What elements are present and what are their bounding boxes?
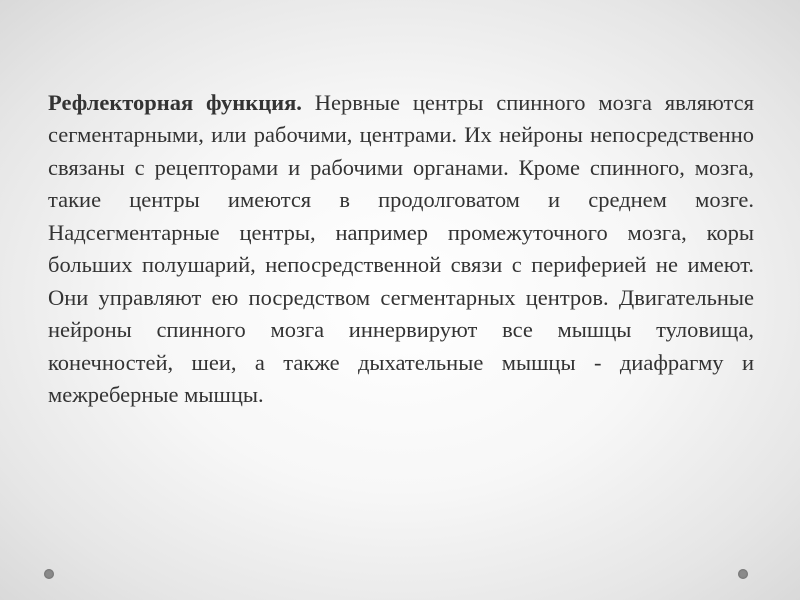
decorative-dot-left (44, 569, 54, 579)
paragraph-text (48, 87, 754, 412)
paragraph-body: Нервные центры спинного мозга являются сегментарными, или рабочими, центрами. Их нейроны непосредственно связаны с рецепторами и рабочими органами. Кроме спинного, мозга, такие центры имеются в продолговатом и среднем мозге. Надсегментарные центры, например промежуточного мозга, коры больших полушарий, непосредственной связи с периферией не имеют. Они управляют ею посредством сегментарных центров. Двигательные нейроны спинного мозга иннервируют все мышцы туловища, конечностей, шеи, а также дыхательные мышцы - диафрагму и межреберные мышцы. (48, 89, 754, 407)
paragraph-lead: Рефлекторная функция. (48, 89, 302, 115)
decorative-dot-right (738, 569, 748, 579)
